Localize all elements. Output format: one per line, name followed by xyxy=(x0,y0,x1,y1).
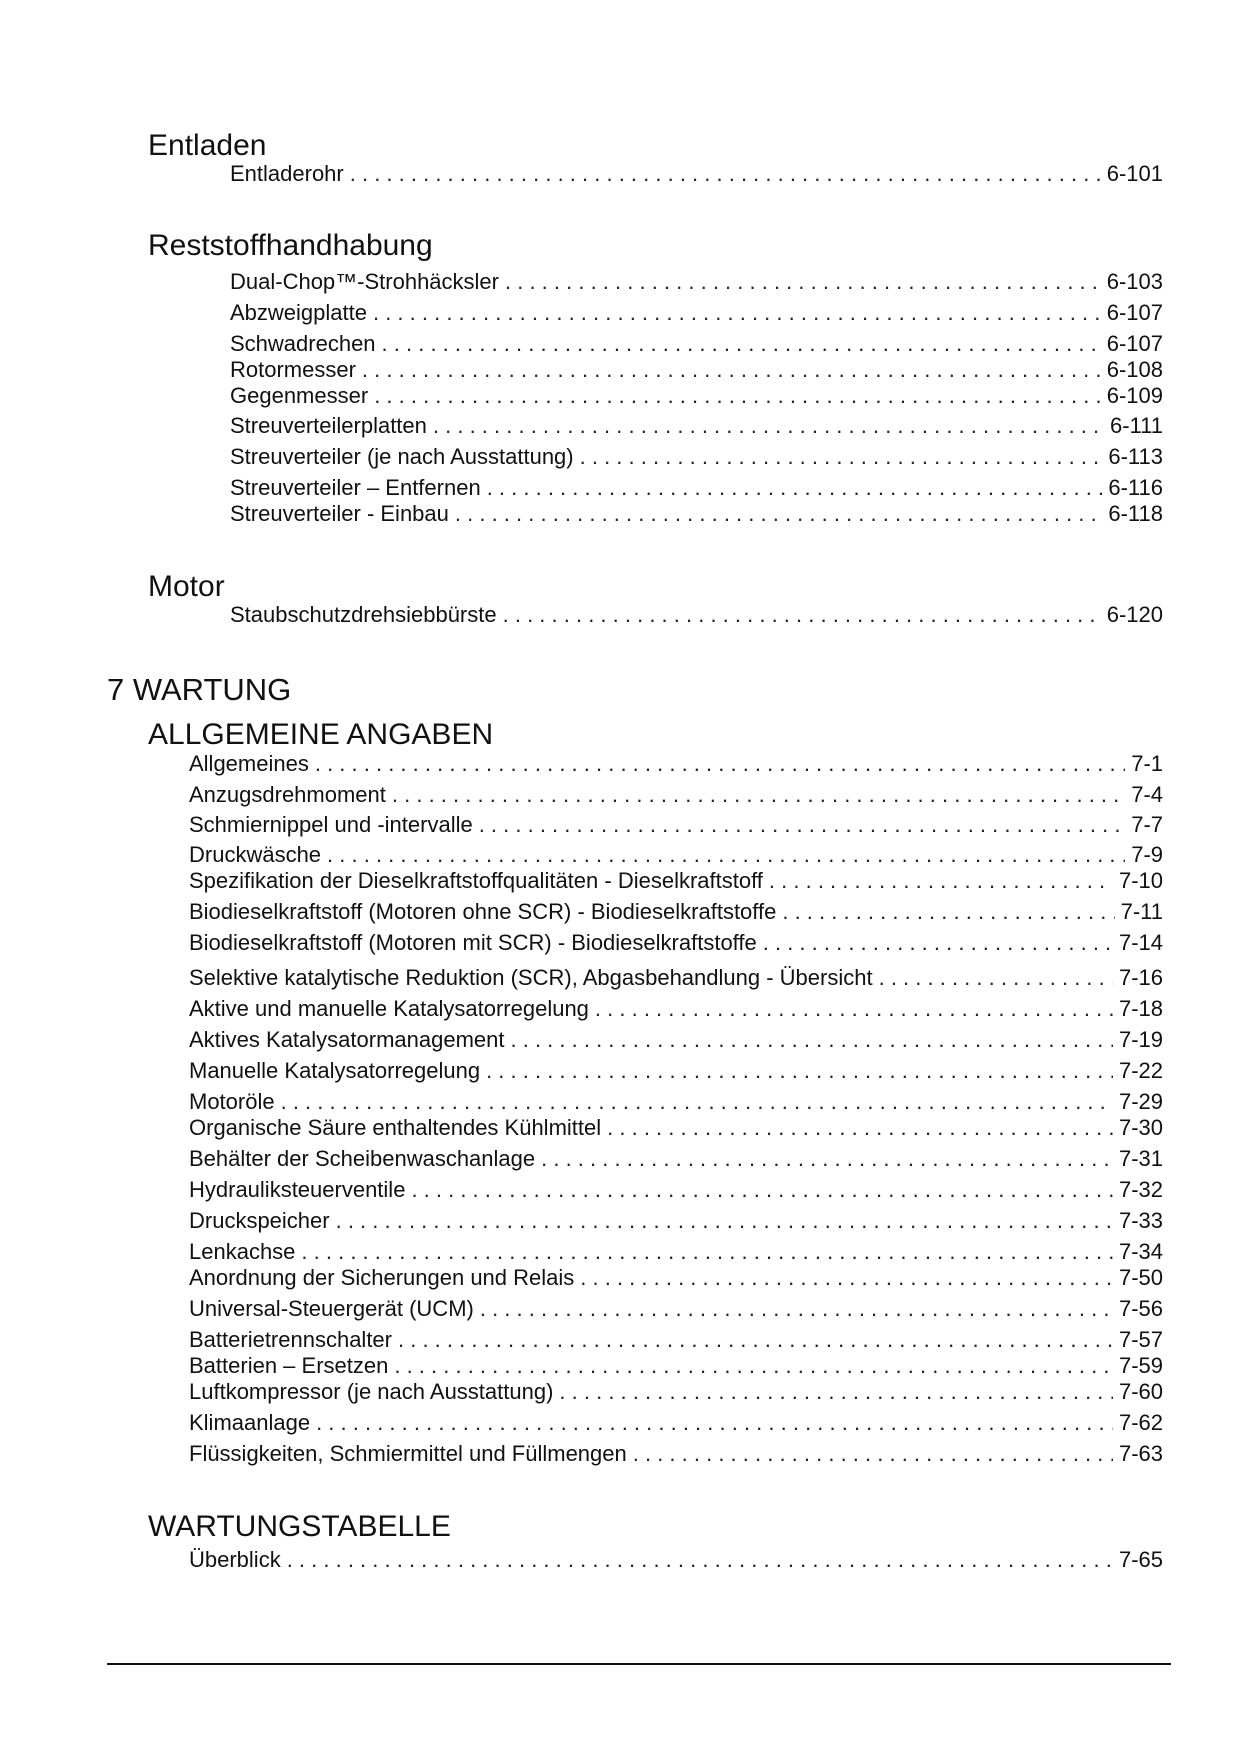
toc-entry-page: 6-118 xyxy=(1108,501,1163,526)
dot-leader xyxy=(301,1239,1113,1265)
toc-entry[interactable] xyxy=(189,1327,1163,1353)
dot-leader xyxy=(607,1115,1113,1141)
toc-entry[interactable] xyxy=(189,868,1163,894)
dot-leader xyxy=(316,1410,1113,1436)
section-title-motor: Motor xyxy=(148,570,225,603)
toc-entry-label: Staubschutzdrehsiebbürste xyxy=(230,602,497,627)
toc-entry-label: Spezifikation der Dieselkraftstoffqualitäten - Dieselkraftstoff xyxy=(189,868,763,893)
toc-entry-page: 7-31 xyxy=(1118,1146,1163,1171)
dot-leader xyxy=(769,868,1113,894)
toc-entry[interactable] xyxy=(189,1265,1163,1291)
toc-entry-label: Streuverteiler (je nach Ausstattung) xyxy=(230,444,574,469)
toc-entry-page: 7-32 xyxy=(1118,1177,1163,1202)
toc-entry[interactable] xyxy=(230,501,1163,527)
toc-entry-page: 6-107 xyxy=(1106,331,1163,356)
toc-entry-page: 7-14 xyxy=(1118,930,1163,955)
toc-entry-label: Streuverteiler – Entfernen xyxy=(230,475,481,500)
footer-rule xyxy=(107,1663,1171,1665)
toc-entry[interactable] xyxy=(189,1410,1163,1436)
toc-entry[interactable] xyxy=(189,1441,1163,1467)
toc-entry-page: 7-10 xyxy=(1118,868,1163,893)
toc-entry-page: 7-65 xyxy=(1118,1547,1163,1572)
toc-entry-label: Schwadrechen xyxy=(230,331,376,356)
dot-leader xyxy=(350,161,1101,187)
dot-leader xyxy=(394,1353,1113,1379)
dot-leader xyxy=(479,812,1126,838)
dot-leader xyxy=(580,1265,1113,1291)
dot-leader xyxy=(541,1146,1113,1172)
section-title-reststoffhandhabung: Reststoffhandhabung xyxy=(148,229,433,262)
dot-leader xyxy=(879,965,1113,991)
toc-entry[interactable] xyxy=(189,812,1163,838)
toc-entry-label: Motoröle xyxy=(189,1089,275,1114)
dot-leader xyxy=(595,996,1113,1022)
toc-entry[interactable] xyxy=(189,1353,1163,1379)
dot-leader xyxy=(327,842,1125,868)
toc-entry[interactable] xyxy=(189,1208,1163,1234)
dot-leader xyxy=(382,331,1101,357)
toc-entry[interactable] xyxy=(189,842,1163,868)
dot-leader xyxy=(281,1089,1113,1115)
dot-leader xyxy=(580,444,1103,470)
toc-entry[interactable] xyxy=(189,751,1163,777)
toc-entry[interactable] xyxy=(189,930,1163,956)
toc-entry-page: 6-120 xyxy=(1106,602,1163,627)
dot-leader xyxy=(763,930,1113,956)
toc-entry[interactable] xyxy=(189,996,1163,1022)
toc-entry[interactable] xyxy=(189,1177,1163,1203)
dot-leader xyxy=(373,300,1101,326)
toc-entry-label: Manuelle Katalysatorregelung xyxy=(189,1058,481,1083)
toc-entry[interactable] xyxy=(189,899,1163,925)
toc-entry[interactable] xyxy=(189,1089,1163,1115)
dot-leader xyxy=(487,475,1103,501)
toc-entry-page: 7-16 xyxy=(1118,965,1163,990)
toc-entry-page: 7-7 xyxy=(1131,812,1163,837)
dot-leader xyxy=(505,269,1101,295)
toc-entry[interactable] xyxy=(189,1027,1163,1053)
toc-entry-label: Aktives Katalysatormanagement xyxy=(189,1027,505,1052)
toc-entry-page: 7-29 xyxy=(1118,1089,1163,1114)
toc-entry-page: 7-34 xyxy=(1118,1239,1163,1264)
toc-entry-label: Organische Säure enthaltendes Kühlmittel xyxy=(189,1115,602,1140)
toc-entry[interactable] xyxy=(189,1058,1163,1084)
toc-entry-label: Schmiernippel und -intervalle xyxy=(189,812,473,837)
toc-entry-page: 7-56 xyxy=(1118,1296,1163,1321)
toc-entry[interactable] xyxy=(230,357,1163,383)
toc-entry-page: 7-1 xyxy=(1131,751,1163,776)
toc-entry-page: 7-30 xyxy=(1118,1115,1163,1140)
dot-leader xyxy=(633,1441,1113,1467)
toc-entry-label: Flüssigkeiten, Schmiermittel und Füllmengen xyxy=(189,1441,627,1466)
toc-entry[interactable] xyxy=(230,383,1163,409)
toc-entry-page: 7-59 xyxy=(1118,1353,1163,1378)
toc-entry-page: 6-116 xyxy=(1108,475,1163,500)
toc-entry-label: Batterietrennschalter xyxy=(189,1327,392,1352)
toc-entry-page: 7-4 xyxy=(1131,782,1163,807)
dot-leader xyxy=(411,1177,1113,1203)
toc-entry-label: Biodieselkraftstoff (Motoren ohne SCR) - Biodieselkraftstoffe xyxy=(189,899,777,924)
chapter-title: 7 WARTUNG xyxy=(107,672,292,707)
toc-entry-label: Streuverteilerplatten xyxy=(230,413,427,438)
toc-entry-label: Lenkachse xyxy=(189,1239,296,1264)
dot-leader xyxy=(503,602,1101,628)
toc-entry-label: Selektive katalytische Reduktion (SCR), Abgasbehandlung - Übersicht xyxy=(189,965,873,990)
dot-leader xyxy=(336,1208,1113,1234)
toc-entry-label: Gegenmesser xyxy=(230,383,369,408)
toc-entry-page: 7-60 xyxy=(1118,1379,1163,1404)
dot-leader xyxy=(398,1327,1113,1353)
toc-entry[interactable] xyxy=(189,1547,1163,1573)
toc-entry-page: 7-57 xyxy=(1118,1327,1163,1352)
toc-entry-label: Abzweigplatte xyxy=(230,300,367,325)
toc-entry-label: Anzugsdrehmoment xyxy=(189,782,386,807)
toc-entry[interactable] xyxy=(189,1115,1163,1141)
dot-leader xyxy=(559,1379,1113,1405)
dot-leader xyxy=(433,413,1104,439)
toc-entry-label: Klimaanlage xyxy=(189,1410,311,1435)
toc-entry-page: 7-50 xyxy=(1118,1265,1163,1290)
toc-entry-label: Allgemeines xyxy=(189,751,309,776)
toc-entry-label: Streuverteiler - Einbau xyxy=(230,501,449,526)
toc-entry[interactable] xyxy=(230,602,1163,628)
toc-entry-page: 6-109 xyxy=(1106,383,1163,408)
subsection-title-allgemeine-angaben: ALLGEMEINE ANGABEN xyxy=(148,718,494,751)
dot-leader xyxy=(782,899,1114,925)
dot-leader xyxy=(455,501,1102,527)
toc-entry-page: 6-103 xyxy=(1106,269,1163,294)
dot-leader xyxy=(287,1547,1113,1573)
toc-entry-page: 7-11 xyxy=(1120,899,1163,924)
toc-entry-label: Druckwäsche xyxy=(189,842,322,867)
toc-entry-label: Überblick xyxy=(189,1547,281,1572)
toc-entry-label: Luftkompressor (je nach Ausstattung) xyxy=(189,1379,554,1404)
toc-entry-label: Behälter der Scheibenwaschanlage xyxy=(189,1146,536,1171)
dot-leader xyxy=(315,751,1125,777)
toc-entry-page: 6-101 xyxy=(1106,161,1163,186)
toc-entry-page: 7-33 xyxy=(1118,1208,1163,1233)
toc-entry[interactable] xyxy=(189,1239,1163,1265)
toc-entry[interactable] xyxy=(230,161,1163,187)
toc-entry[interactable] xyxy=(230,269,1163,295)
toc-entry-page: 6-111 xyxy=(1109,413,1163,438)
toc-entry-label: Dual-Chop™-Strohhäcksler xyxy=(230,269,499,294)
dot-leader xyxy=(374,383,1101,409)
subsection-title-wartungstabelle: WARTUNGSTABELLE xyxy=(148,1510,451,1543)
toc-entry[interactable] xyxy=(189,965,1163,991)
toc-entry-page: 7-19 xyxy=(1118,1027,1163,1052)
toc-entry-page: 6-113 xyxy=(1108,444,1163,469)
toc-entry-label: Batterien – Ersetzen xyxy=(189,1353,389,1378)
toc-entry-page: 7-62 xyxy=(1118,1410,1163,1435)
toc-entry-label: Anordnung der Sicherungen und Relais xyxy=(189,1265,575,1290)
section-title-entladen: Entladen xyxy=(148,129,267,162)
toc-entry-label: Druckspeicher xyxy=(189,1208,330,1233)
toc-entry[interactable] xyxy=(189,1296,1163,1322)
toc-entry-page: 6-107 xyxy=(1106,300,1163,325)
toc-entry-label: Biodieselkraftstoff (Motoren mit SCR) - Biodieselkraftstoffe xyxy=(189,930,757,955)
toc-entry[interactable] xyxy=(230,413,1163,439)
toc-entry[interactable] xyxy=(189,1146,1163,1172)
toc-entry-page: 7-22 xyxy=(1118,1058,1163,1083)
dot-leader xyxy=(362,357,1101,383)
toc-entry[interactable] xyxy=(230,331,1163,357)
dot-leader xyxy=(511,1027,1113,1053)
toc-entry-label: Universal-Steuergerät (UCM) xyxy=(189,1296,474,1321)
toc-entry[interactable] xyxy=(189,1379,1163,1405)
dot-leader xyxy=(480,1296,1113,1322)
toc-entry-label: Aktive und manuelle Katalysatorregelung xyxy=(189,996,589,1021)
dot-leader xyxy=(486,1058,1113,1084)
dot-leader xyxy=(392,782,1125,808)
toc-entry-page: 7-18 xyxy=(1118,996,1163,1021)
toc-entry[interactable] xyxy=(230,444,1163,470)
toc-entry-page: 6-108 xyxy=(1106,357,1163,382)
toc-entry-label: Rotormesser xyxy=(230,357,356,382)
toc-entry[interactable] xyxy=(230,300,1163,326)
toc-entry[interactable] xyxy=(189,782,1163,808)
toc-entry-label: Hydrauliksteuerventile xyxy=(189,1177,406,1202)
toc-entry-page: 7-9 xyxy=(1131,842,1163,867)
toc-entry-page: 7-63 xyxy=(1118,1441,1163,1466)
toc-entry[interactable] xyxy=(230,475,1163,501)
toc-entry-label: Entladerohr xyxy=(230,161,344,186)
